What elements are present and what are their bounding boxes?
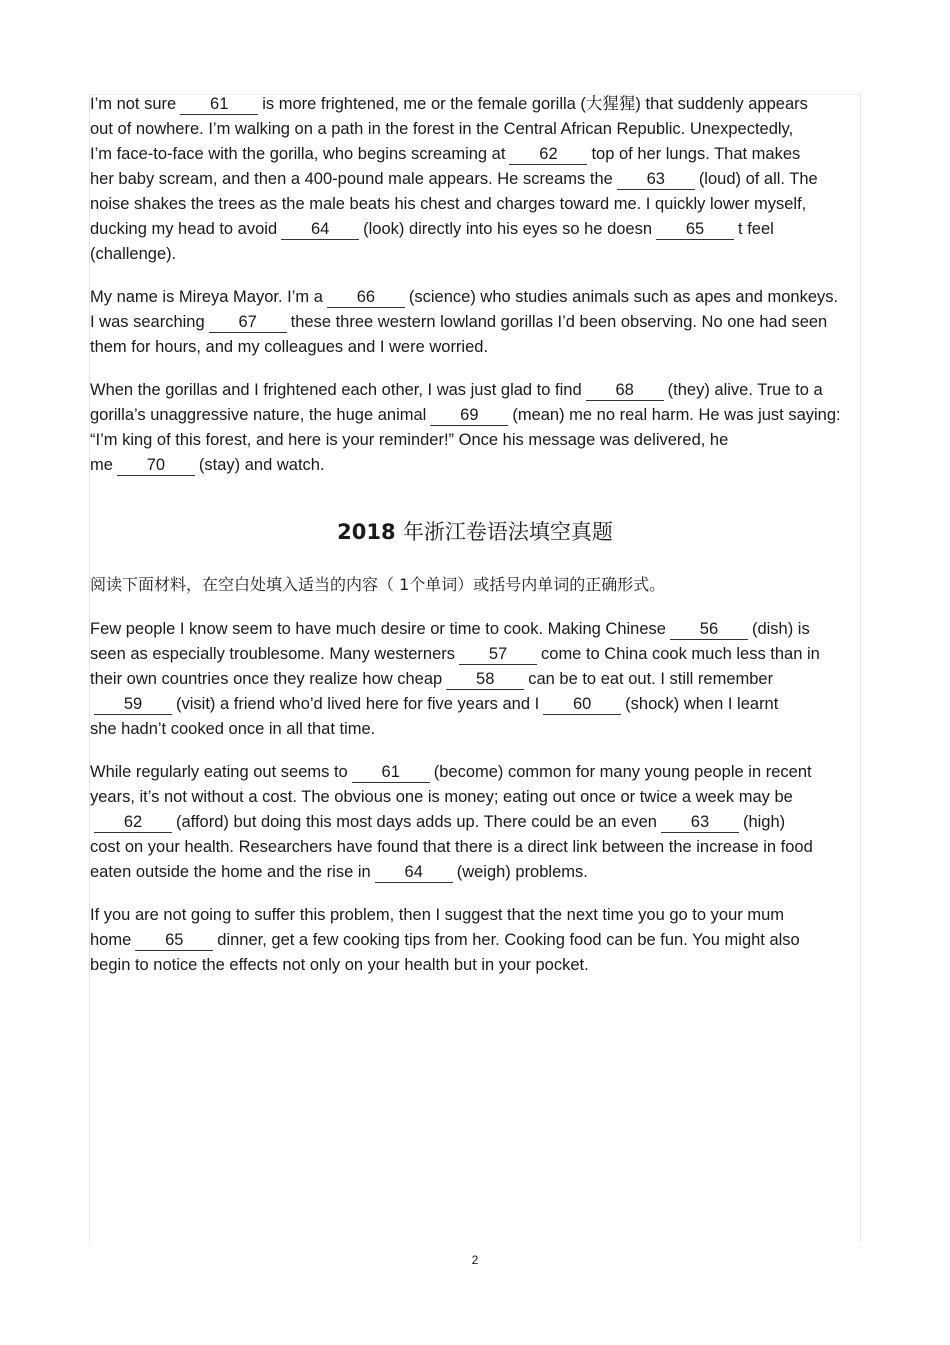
title-year: 2018	[337, 520, 396, 544]
line-text: ducking my head to avoid	[90, 220, 278, 238]
answer-blank[interactable]: 65	[656, 219, 734, 240]
text-line	[90, 667, 950, 692]
section-title	[90, 516, 860, 546]
line-text: When the gorillas and I frightened each other, I was just glad to find	[90, 381, 582, 399]
text-line	[90, 285, 950, 310]
line-text: (stay) and watch.	[198, 456, 325, 474]
line-text: cost on your health. Researchers have found that there is a direct link between the increase in food	[90, 838, 813, 856]
line-text: (become) common for many young people in recent	[433, 763, 812, 781]
line-text: “I’m king of this forest, and here is your reminder!” Once his message was delivered, he	[90, 431, 729, 449]
line-text: begin to notice the effects not only on your health but in your pocket.	[90, 956, 589, 974]
line-text: (weigh) problems.	[456, 863, 588, 881]
page-number: 2	[471, 1253, 479, 1267]
line-text: t feel	[738, 220, 774, 238]
text-line	[90, 642, 950, 667]
line-text: me	[90, 456, 113, 474]
line-text: (afford) but doing this most days adds up. There could be an even	[176, 813, 657, 831]
line-text: I’m not sure	[90, 95, 177, 113]
line-text: their own countries once they realize how cheap	[90, 670, 443, 688]
answer-blank[interactable]: 62	[509, 144, 587, 165]
text-line	[90, 192, 950, 217]
answer-blank[interactable]: 66	[327, 287, 405, 308]
text-line	[90, 953, 950, 978]
answer-blank[interactable]: 67	[209, 312, 287, 333]
text-line	[90, 403, 950, 428]
line-text: (high)	[742, 813, 786, 831]
text-line	[90, 692, 950, 717]
text-line	[90, 835, 950, 860]
text-line	[90, 242, 950, 267]
line-text: My name is Mireya Mayor. I’m a	[90, 288, 323, 306]
line-text: (they) alive. True to a	[667, 381, 823, 399]
line-text: (visit) a friend who’d lived here for five years and I	[176, 695, 540, 713]
line-text: years, it’s not without a cost. The obvious one is money; eating out once or twice a week may be	[90, 788, 793, 806]
instructions: 阅读下面材料，在空白处填入适当的内容（ 1个单词）或括号内单词的正确形式。	[90, 575, 666, 594]
line-text: top of her lungs. That makes	[591, 145, 801, 163]
answer-blank[interactable]: 61	[352, 762, 430, 783]
text-line	[90, 92, 950, 117]
line-text: home	[90, 931, 132, 949]
line-text: (challenge).	[90, 245, 177, 263]
passage1-paragraph-2	[90, 285, 950, 360]
line-text: noise shakes the trees as the male beats his chest and charges toward me. I quickly lower myself,	[90, 195, 807, 213]
line-text: out of nowhere. I’m walking on a path in the forest in the Central African Republic. Unexpectedly,	[90, 120, 794, 138]
text-line	[90, 335, 950, 360]
answer-blank[interactable]: 65	[135, 930, 213, 951]
title-text: 年浙江卷语法填空真题	[402, 520, 613, 544]
line-text: she hadn’t cooked once in all that time.	[90, 720, 376, 738]
line-text: (loud) of all. The	[698, 170, 818, 188]
line-text: Few people I know seem to have much desire or time to cook. Making Chinese	[90, 620, 666, 638]
answer-blank[interactable]: 70	[117, 455, 195, 476]
text-line	[90, 378, 950, 403]
text-line	[90, 760, 950, 785]
line-text: seen as especially troublesome. Many westerners	[90, 645, 456, 663]
line-text: eaten outside the home and the rise in	[90, 863, 371, 881]
text-line	[90, 717, 950, 742]
answer-blank[interactable]: 58	[446, 669, 524, 690]
text-line	[90, 167, 950, 192]
document-body	[90, 92, 950, 978]
line-text: I was searching	[90, 313, 205, 331]
line-text: (look) directly into his eyes so he doesn	[363, 220, 653, 238]
line-text: can be to eat out. I still remember	[528, 670, 774, 688]
text-line	[90, 142, 950, 167]
line-text: gorilla’s unaggressive nature, the huge animal	[90, 406, 427, 424]
text-line	[90, 810, 950, 835]
answer-blank[interactable]: 60	[543, 694, 621, 715]
answer-blank[interactable]: 63	[661, 812, 739, 833]
line-text: is more frightened, me or the female gorilla (大猩猩) that suddenly appears	[262, 95, 808, 113]
answer-blank[interactable]: 64	[375, 862, 453, 883]
passage1-paragraph-1	[90, 92, 950, 267]
text-line	[90, 903, 950, 928]
text-line	[90, 117, 950, 142]
line-text: While regularly eating out seems to	[90, 763, 348, 781]
line-text: these three western lowland gorillas I’d been observing. No one had seen	[290, 313, 828, 331]
answer-blank[interactable]: 68	[586, 380, 664, 401]
line-text: (science) who studies animals such as apes and monkeys.	[408, 288, 839, 306]
line-text: dinner, get a few cooking tips from her. Cooking food can be fun. You might also	[217, 931, 800, 949]
line-text: (dish) is	[751, 620, 810, 638]
passage2-paragraph-3	[90, 903, 950, 978]
line-text: I’m face-to-face with the gorilla, who begins screaming at	[90, 145, 506, 163]
line-text: them for hours, and my colleagues and I were worried.	[90, 338, 489, 356]
text-line	[90, 428, 950, 453]
answer-blank[interactable]: 69	[430, 405, 508, 426]
answer-blank[interactable]: 59	[94, 694, 172, 715]
answer-blank[interactable]: 61	[180, 94, 258, 115]
passage1-paragraph-3	[90, 378, 950, 478]
line-text: If you are not going to suffer this problem, then I suggest that the next time you go to your mum	[90, 906, 784, 924]
text-line	[90, 310, 950, 335]
text-line	[90, 453, 950, 478]
text-line	[90, 785, 950, 810]
answer-blank[interactable]: 62	[94, 812, 172, 833]
line-text: (shock) when I learnt	[625, 695, 779, 713]
text-line	[90, 617, 950, 642]
answer-blank[interactable]: 56	[670, 619, 748, 640]
text-line	[90, 928, 950, 953]
answer-blank[interactable]: 63	[617, 169, 695, 190]
text-line	[90, 217, 950, 242]
passage2-paragraph-1	[90, 617, 950, 742]
answer-blank[interactable]: 57	[459, 644, 537, 665]
line-text: (mean) me no real harm. He was just saying:	[512, 406, 841, 424]
text-line	[90, 860, 950, 885]
answer-blank[interactable]: 64	[281, 219, 359, 240]
line-text: her baby scream, and then a 400-pound male appears. He screams the	[90, 170, 613, 188]
passage2-paragraph-2	[90, 760, 950, 885]
line-text: come to China cook much less than in	[541, 645, 820, 663]
